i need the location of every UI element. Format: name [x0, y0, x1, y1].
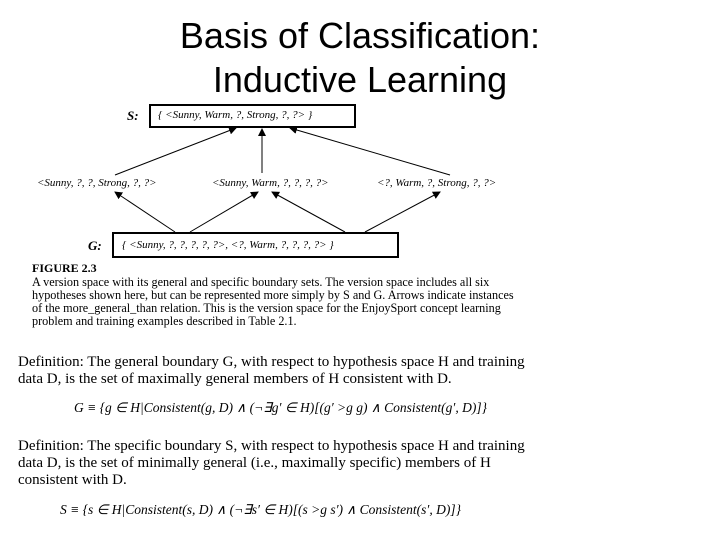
caption-line-3: of the more_general_than relation. This is the version space for the EnjoySport concept learning — [32, 301, 501, 315]
middle-hypothesis-right: <?, Warm, ?, Strong, ?, ?> — [377, 177, 497, 189]
arrow-g-to-mid-center-a — [190, 192, 258, 232]
figure-caption — [32, 276, 514, 328]
figure-title: FIGURE 2.3 — [32, 261, 97, 275]
g-box-text: { <Sunny, ?, ?, ?, ?, ?>, <?, Warm, ?, ?, ?, ?> } — [122, 239, 334, 251]
arrow-g-to-mid-center-b — [272, 192, 345, 232]
arrow-mid-right-to-s — [290, 128, 450, 175]
specific-boundary-line-2: data D, is the set of minimally general (i.e., maximally specific) members of H — [18, 455, 491, 471]
middle-hypothesis-left: <Sunny, ?, ?, Strong, ?, ?> — [37, 177, 157, 189]
arrow-g-to-mid-left — [115, 192, 175, 232]
general-boundary-formula: G ≡ {g ∈ H|Consistent(g, D) ∧ (¬∃g′ ∈ H)[(g′ >g g) ∧ Consistent(g′, D)]} — [74, 400, 487, 415]
specific-boundary-line-3: consistent with D. — [18, 472, 127, 488]
middle-hypothesis-center: <Sunny, Warm, ?, ?, ?, ?> — [212, 177, 329, 189]
caption-line-1: A version space with its general and specific boundary sets. The version space includes all six — [32, 275, 490, 289]
title-line-2: Inductive Learning — [212, 59, 508, 100]
g-label: G: — [88, 238, 102, 253]
specific-boundary-line-1: Definition: The specific boundary S, with respect to hypothesis space H and training — [18, 438, 525, 454]
s-box-text: { <Sunny, Warm, ?, Strong, ?, ?> } — [158, 109, 313, 121]
arrow-g-to-mid-right — [365, 192, 440, 232]
specific-boundary-formula: S ≡ {s ∈ H|Consistent(s, D) ∧ (¬∃s′ ∈ H)[(s >g s′) ∧ Consistent(s′, D)]} — [60, 502, 462, 517]
caption-line-4: problem and training examples described in Table 2.1. — [32, 314, 297, 328]
arrow-mid-left-to-s — [115, 128, 236, 175]
general-boundary-line-1: Definition: The general boundary G, with respect to hypothesis space H and training — [18, 354, 525, 370]
title-line-1: Basis of Classification: — [179, 15, 541, 56]
s-label: S: — [127, 108, 139, 123]
caption-line-2: hypotheses shown here, but can be represented more simply by S and G. Arrows indicate instances — [32, 288, 514, 302]
general-boundary-line-2: data D, is the set of maximally general members of H consistent with D. — [18, 371, 452, 387]
